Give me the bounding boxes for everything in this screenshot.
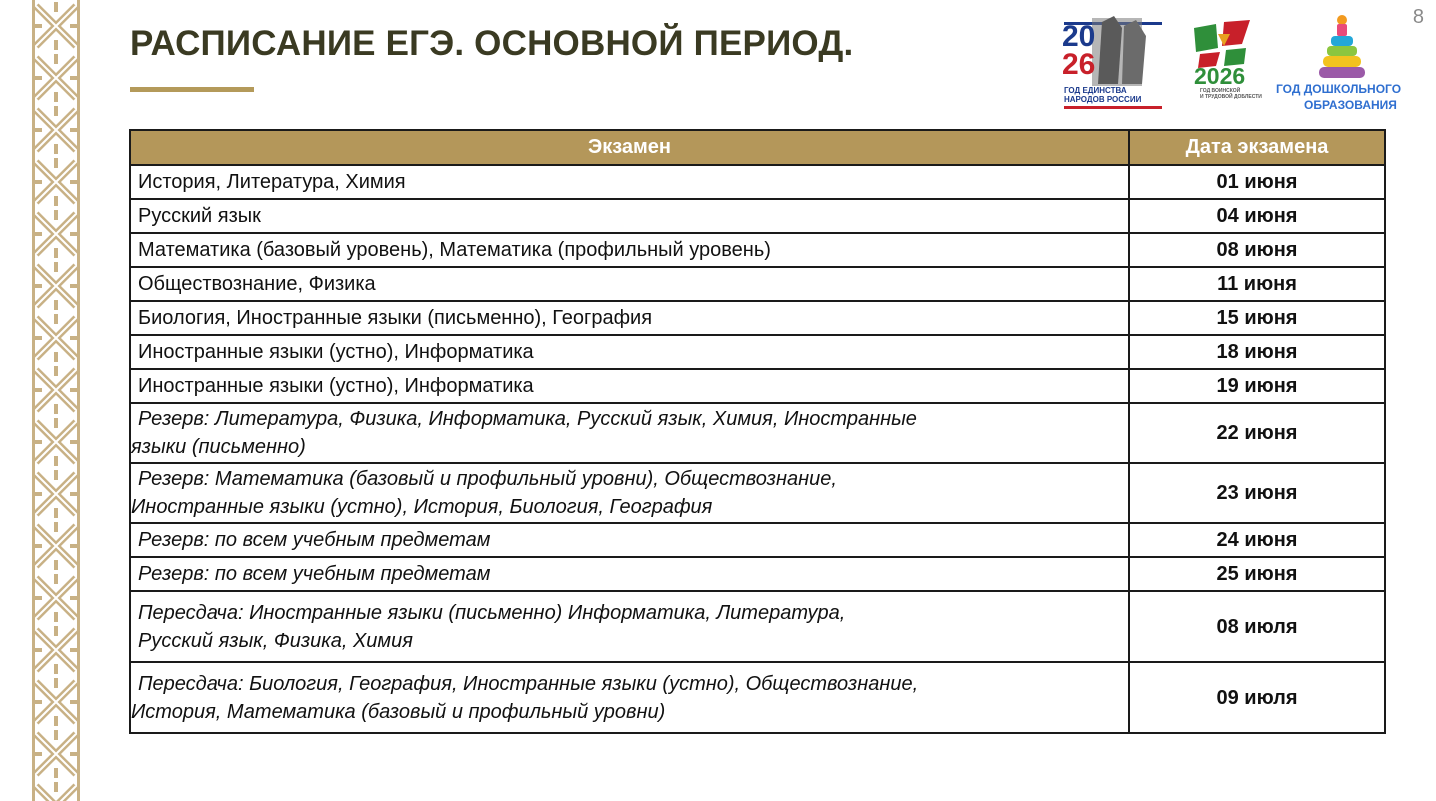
exam-cell: Обществознание, Физика: [130, 267, 1129, 301]
table-row: [130, 369, 1385, 403]
labor-caption-1: ГОД ВОИНСКОЙ: [1200, 88, 1241, 94]
date-cell: 19 июня: [1129, 369, 1385, 403]
exam-cell: [130, 403, 1129, 463]
exam-line-2: Русский язык, Физика, Химия: [138, 629, 413, 652]
header-date: Дата экзамена: [1129, 130, 1385, 165]
date-cell: 01 июня: [1129, 165, 1385, 199]
exam-cell: Биология, Иностранные языки (письменно), География: [130, 301, 1129, 335]
exam-schedule-table: [129, 129, 1386, 734]
table-header-row: [130, 130, 1385, 165]
exam-cell: Русский язык: [130, 199, 1129, 233]
date-cell: 24 июня: [1129, 523, 1385, 557]
exam-cell: Резерв: по всем учебным предметам: [130, 557, 1129, 591]
exam-line-1: Пересдача: Иностранные языки (письменно) Информатика, Литература,: [138, 601, 846, 624]
table-row: [130, 523, 1385, 557]
exam-cell: Резерв: по всем учебным предметам: [130, 523, 1129, 557]
date-cell: 04 июня: [1129, 199, 1385, 233]
header-exam: Экзамен: [130, 130, 1129, 165]
ornament-border-icon: [30, 0, 82, 801]
exam-cell: [130, 591, 1129, 662]
unity-caption-2: НАРОДОВ РОССИИ: [1064, 95, 1142, 104]
date-cell: 23 июня: [1129, 463, 1385, 523]
date-cell: 25 июня: [1129, 557, 1385, 591]
page-number: 8: [1412, 6, 1424, 28]
title-underline: [130, 87, 254, 92]
exam-line-2: языки (письменно): [131, 436, 306, 458]
unity-year-bottom: 26: [1062, 48, 1096, 81]
exam-cell: [130, 662, 1129, 733]
table-row: [130, 267, 1385, 301]
labor-caption-2: И ТРУДОВОЙ ДОБЛЕСТИ: [1200, 94, 1262, 100]
exam-line-2: История, Математика (базовый и профильный уровни): [131, 700, 666, 723]
date-cell: 15 июня: [1129, 301, 1385, 335]
table-row: [130, 403, 1385, 463]
exam-line-1: Резерв: Математика (базовый и профильный уровни), Обществознание,: [138, 468, 837, 490]
page-title: РАСПИСАНИЕ ЕГЭ. ОСНОВНОЙ ПЕРИОД.: [130, 24, 854, 63]
exam-cell: История, Литература, Химия: [130, 165, 1129, 199]
unity-year-logo-icon: [1062, 14, 1166, 114]
date-cell: 08 июля: [1129, 591, 1385, 662]
exam-cell: Математика (базовый уровень), Математика (профильный уровень): [130, 233, 1129, 267]
unity-year-top: 20: [1062, 20, 1096, 53]
labor-year-number: 2026: [1194, 63, 1246, 89]
preschool-year-logo-icon: [1274, 14, 1414, 114]
table-row: [130, 662, 1385, 733]
table-row: [130, 591, 1385, 662]
table-row: [130, 301, 1385, 335]
table-row: [130, 557, 1385, 591]
table-row: [130, 335, 1385, 369]
date-cell: 11 июня: [1129, 267, 1385, 301]
exam-cell: [130, 463, 1129, 523]
exam-line-2: Иностранные языки (устно), История, Биология, География: [131, 496, 713, 518]
preschool-caption-2: ОБРАЗОВАНИЯ: [1304, 98, 1397, 112]
exam-cell: Иностранные языки (устно), Информатика: [130, 335, 1129, 369]
preschool-caption-1: ГОД ДОШКОЛЬНОГО: [1276, 82, 1402, 96]
table-row: [130, 463, 1385, 523]
table-row: [130, 199, 1385, 233]
table-row: [130, 165, 1385, 199]
exam-line-1: Резерв: Литература, Физика, Информатика, Русский язык, Химия, Иностранные: [138, 408, 917, 430]
date-cell: 22 июня: [1129, 403, 1385, 463]
date-cell: 08 июня: [1129, 233, 1385, 267]
labor-year-logo-icon: [1180, 14, 1272, 114]
unity-caption-1: ГОД ЕДИНСТВА: [1064, 86, 1127, 95]
exam-line-1: Пересдача: Биология, География, Иностранные языки (устно), Обществознание,: [138, 672, 919, 695]
date-cell: 18 июня: [1129, 335, 1385, 369]
table-row: [130, 233, 1385, 267]
exam-cell: Иностранные языки (устно), Информатика: [130, 369, 1129, 403]
date-cell: 09 июля: [1129, 662, 1385, 733]
